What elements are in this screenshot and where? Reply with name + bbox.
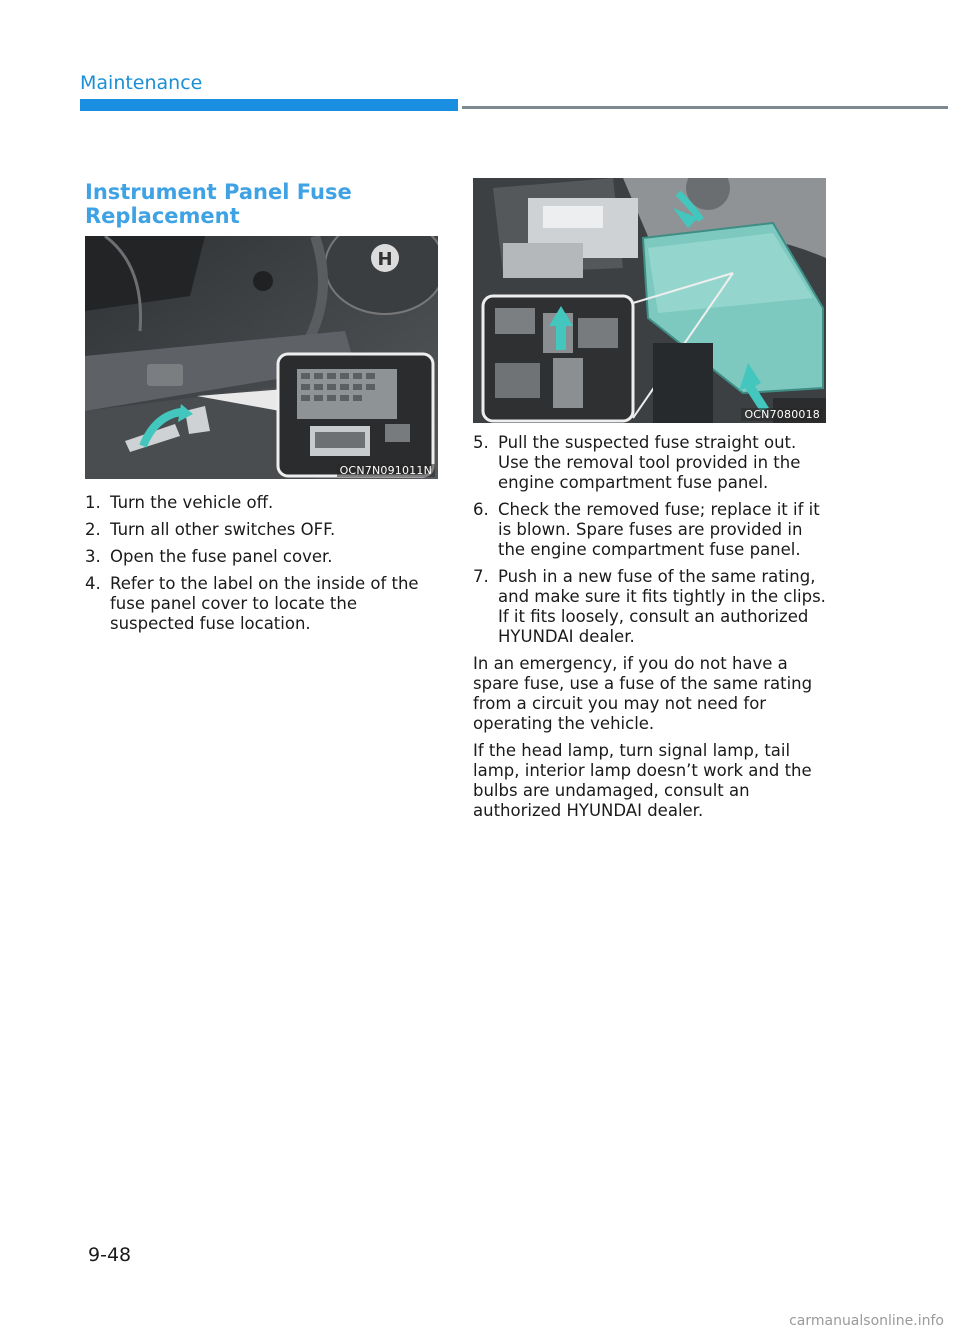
step-text: Turn the vehicle off. [110, 493, 274, 512]
header-rule-accent [80, 99, 458, 111]
emergency-paragraph: In an emergency, if you do not have a spare fuse, use a fuse of the same rating from a circuit you may not need for operating the vehicle. [473, 654, 813, 733]
step-text: Check the removed fuse; replace it if it is blown. Spare fuses are provided in the engine compartment fuse panel. [498, 500, 820, 559]
step-text: Open the fuse panel cover. [110, 547, 333, 566]
step-item [473, 433, 828, 493]
engine-fuse-box-illustration [473, 178, 826, 423]
step-text: Push in a new fuse of the same rating, and make sure it fits tightly in the clips. If it fits loosely, consult an authorized HYUNDAI dealer. [498, 567, 826, 646]
watermark: carmanualsonline.info [789, 1313, 944, 1329]
instrument-panel-figure [85, 236, 438, 479]
step-text: Pull the suspected fuse straight out. Use the removal tool provided in the engine compartment fuse panel. [498, 433, 801, 492]
step-number: 5. [473, 433, 489, 452]
step-text: Refer to the label on the inside of the fuse panel cover to locate the suspected fuse location. [110, 574, 419, 633]
engine-fuse-box-figure [473, 178, 826, 423]
step-item [85, 493, 440, 513]
instrument-panel-illustration [85, 236, 438, 479]
lamp-paragraph: If the head lamp, turn signal lamp, tail lamp, interior lamp doesn’t work and the bulbs are undamaged, consult an authorized HYUNDAI dealer. [473, 741, 812, 820]
step-number: 3. [85, 547, 101, 566]
figure-caption-left: OCN7N091011N [337, 464, 435, 477]
step-number: 1. [85, 493, 101, 512]
step-item [85, 520, 440, 540]
step-item [85, 574, 440, 634]
step-number: 7. [473, 567, 489, 586]
left-column [85, 180, 440, 641]
header-rule-gray [462, 106, 948, 109]
step-number: 4. [85, 574, 101, 593]
figure-caption-right: OCN7080018 [741, 408, 823, 421]
step-number: 2. [85, 520, 101, 539]
header-title: Maintenance [80, 72, 203, 94]
step-number: 6. [473, 500, 489, 519]
steps-list-left [85, 493, 440, 634]
page-number: 9-48 [88, 1244, 132, 1266]
step-item [85, 547, 440, 567]
steps-list-right [473, 433, 828, 647]
section-heading: Instrument Panel Fuse Replacement [85, 180, 352, 228]
right-column [473, 178, 828, 828]
svg-text:H: H [377, 249, 393, 270]
step-item [473, 500, 828, 560]
step-item [473, 567, 828, 647]
step-text: Turn all other switches OFF. [110, 520, 336, 539]
